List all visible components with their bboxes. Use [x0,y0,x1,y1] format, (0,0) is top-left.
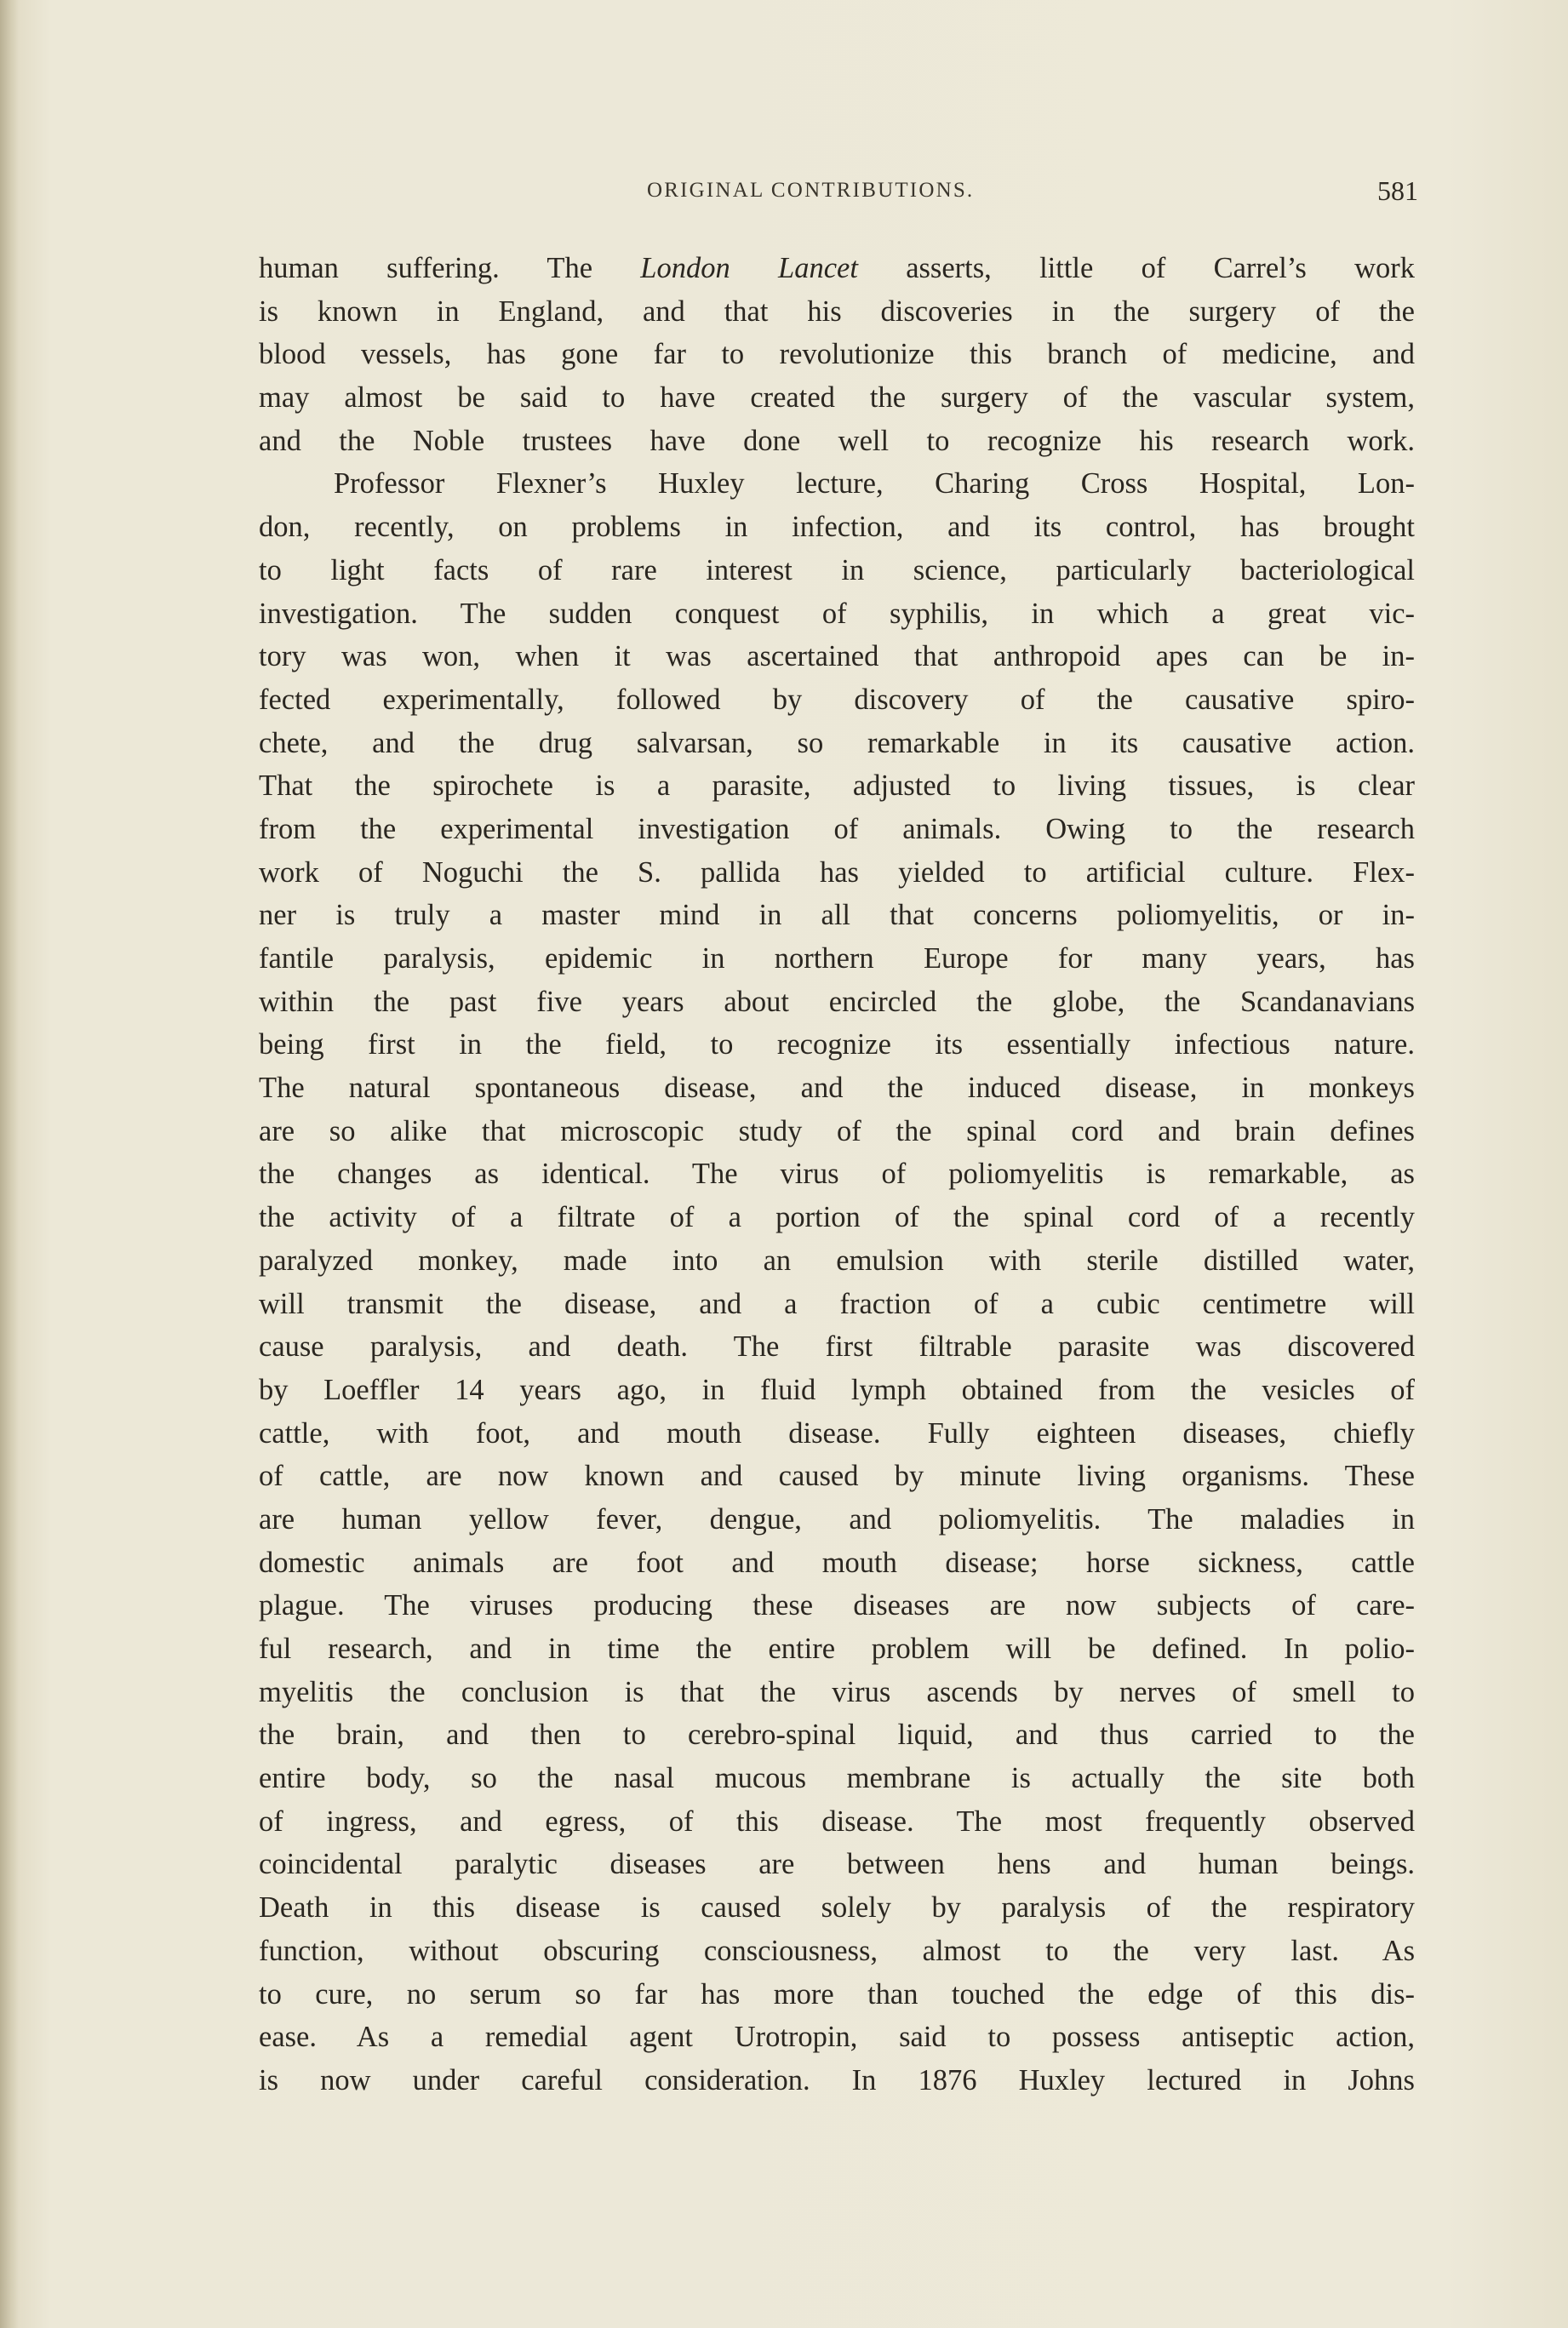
text-line: ful research, and in time the entire problem will be defined. In polio- [259,1633,1415,1665]
paragraph-start-line: Professor Flexner’s Huxley lecture, Charing Cross Hospital, Lon- [334,467,1415,500]
text-line: entire body, so the nasal mucous membrane is actually the site both [259,1762,1415,1795]
text-line: chete, and the drug salvarsan, so remarkable in its causative action. [259,726,1415,759]
text-line: to light facts of rare interest in science, particularly bacteriological [259,553,1415,586]
text-line: The natural spontaneous disease, and the induced disease, in monkeys [259,1072,1415,1105]
text-line: of cattle, are now known and caused by minute living organisms. These [259,1460,1415,1493]
text-line: is now under careful consideration. In 1876 Huxley lectured in Johns [259,2063,1415,2096]
text-line: from the experimental investigation of animals. Owing to the research [259,812,1415,845]
text-line: myelitis the conclusion is that the virus ascends by nerves of smell to [259,1675,1415,1708]
text-line: paralyzed monkey, made into an emulsion with sterile distilled water, [259,1244,1415,1277]
text-line: cause paralysis, and death. The first filtrable parasite was discovered [259,1330,1415,1364]
text-line: to cure, no serum so far has more than touched the edge of this dis- [259,1977,1415,2011]
text-line: plague. The viruses producing these diseases are now subjects of care- [259,1589,1415,1622]
text-line: are so alike that microscopic study of the spinal cord and brain defines [259,1114,1415,1147]
text-line: domestic animals are foot and mouth disease; horse sickness, cattle [259,1546,1415,1579]
text-line: ease. As a remedial agent Urotropin, said to possess antiseptic action, [259,2021,1415,2054]
text-line: by Loeffler 14 years ago, in fluid lymph obtained from the vesicles of [259,1373,1415,1406]
binding-shadow [0,0,19,2328]
text-line: of ingress, and egress, of this disease. The most frequently observed [259,1805,1415,1838]
running-title: ORIGINAL CONTRIBUTIONS. [647,179,975,202]
text-line: blood vessels, has gone far to revolutionize this branch of medicine, and [259,338,1415,371]
text-line: the brain, and then to cerebro-spinal liquid, and thus carried to the [259,1719,1415,1752]
text-line: investigation. The sudden conquest of syphilis, in which a great vic- [259,597,1415,630]
text-line: don, recently, on problems in infection, and its control, has brought [259,511,1415,544]
page-number: 581 [1377,175,1418,206]
text-line: function, without obscuring consciousness, almost to the very last. As [259,1934,1415,1967]
journal-title-italic: London Lancet [640,252,858,284]
text-line: work of Noguchi the S. pallida has yielded to artificial culture. Flex- [259,855,1415,889]
text-line: is known in England, and that his discoveries in the surgery of the [259,295,1415,328]
body-text [259,247,1415,2102]
text-line: the activity of a filtrate of a portion of the spinal cord of a recently [259,1201,1415,1234]
running-head [259,175,1418,209]
line-1-end: asserts, little of Carrel’s work [857,252,1415,284]
text-line: may almost be said to have created the surgery of the vascular system, [259,381,1415,415]
text-line: the changes as identical. The virus of poliomyelitis is remarkable, as [259,1158,1415,1191]
text-line: ner is truly a master mind in all that concerns poliomyelitis, or in- [259,899,1415,932]
line-1-start: human suffering. The [259,252,641,284]
text-line: That the spirochete is a parasite, adjusted to living tissues, is clear [259,769,1415,803]
text-line-1 [259,247,1415,290]
text-line: are human yellow fever, dengue, and poliomyelitis. The maladies in [259,1502,1415,1536]
text-line: coincidental paralytic diseases are between hens and human beings. [259,1848,1415,1881]
text-line: will transmit the disease, and a fraction of a cubic centimetre will [259,1287,1415,1320]
text-line: fected experimentally, followed by discovery of the causative spiro- [259,683,1415,716]
text-line: cattle, with foot, and mouth disease. Fully eighteen diseases, chiefly [259,1416,1415,1450]
text-line: fantile paralysis, epidemic in northern Europe for many years, has [259,942,1415,975]
text-line: and the Noble trustees have done well to recognize his research work. [259,424,1415,457]
text-line: Death in this disease is caused solely by paralysis of the respiratory [259,1891,1415,1925]
text-line: tory was won, when it was ascertained that anthropoid apes can be in- [259,640,1415,673]
text-line: being first in the field, to recognize its essentially infectious nature. [259,1028,1415,1061]
text-line: within the past five years about encircled the globe, the Scandanavians [259,985,1415,1018]
